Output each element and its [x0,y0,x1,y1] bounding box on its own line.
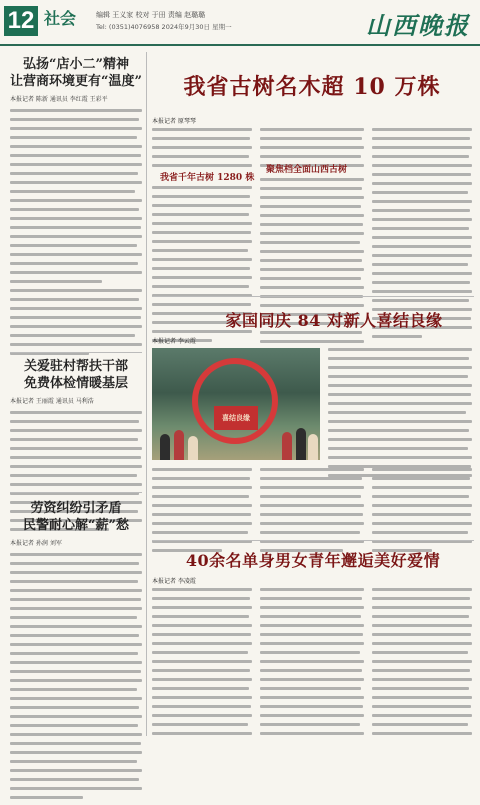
main-story-byline: 本报记者 原琴琴 [152,118,196,125]
headline-dating: 40余名单身男女青年邂逅美好爱情 [185,551,441,570]
main-divider-1 [152,296,474,297]
newspaper-masthead: 山西晚报 [366,11,470,40]
wedding-text-right [328,348,472,483]
wedding-text-col1 [152,468,252,558]
story-title-line2: 让营商环境更有“温度” [10,74,142,89]
wedding-photo [152,348,320,460]
story-dianxiaoer [10,56,142,355]
main-subhead-1: 我省千年古树 1280 株 [160,173,255,183]
story-byline: 本报记者 孙润 刘军 [10,540,62,547]
left-column [10,56,142,361]
main-subhead-2: 聚焦档全面山西古树 [266,165,348,175]
story-title-line2: 民警耐心解“薪”愁 [23,518,129,533]
column-divider [146,52,147,736]
photo-people [152,426,320,460]
contact-date-line: Tel: (0351)4076958 2024年9月30日 星期一 [96,23,232,31]
dating-byline: 本报记者 李凌霞 [152,578,196,585]
story-title-line2: 免费体检情暖基层 [23,376,128,391]
story-title-line1: 关爱驻村帮扶干部 [23,359,128,374]
main-story-col1 [152,128,252,173]
wedding-text-col2 [260,468,364,558]
wedding-byline: 本报记者 李云霞 [152,338,196,345]
page-header [0,0,480,46]
story-title-line1: 弘扬“店小二”精神 [23,57,129,72]
left-divider-1 [10,352,142,353]
dating-text-col2 [260,588,364,741]
story-byline: 本报记者 陈新 通讯员 李红霞 王彩平 [10,96,108,103]
story-body [10,109,142,355]
left-column-3 [10,500,142,805]
story-title-line1: 劳资纠纷引矛盾 [30,501,122,516]
headline-wedding: 家国同庆 84 对新人喜结良缘 [225,311,443,330]
story-xinzi [10,500,142,799]
left-divider-2 [10,492,142,493]
dating-text-col1 [152,588,252,741]
story-body [10,553,142,799]
dating-text-col3 [372,588,472,741]
editor-line: 编辑 王义家 校对 于田 责编 赵璐璐 [96,11,206,19]
section-name: 社会 [44,9,77,28]
headline-ancient-trees: 我省古树名木超 10 万株 [183,74,441,100]
main-divider-2 [152,540,474,541]
photo-sign: 喜结良缘 [214,406,258,430]
wedding-text-col3 [372,468,472,558]
story-byline: 本报记者 王丽霞 通讯员 马利浩 [10,398,94,405]
page-number: 12 [4,6,38,36]
